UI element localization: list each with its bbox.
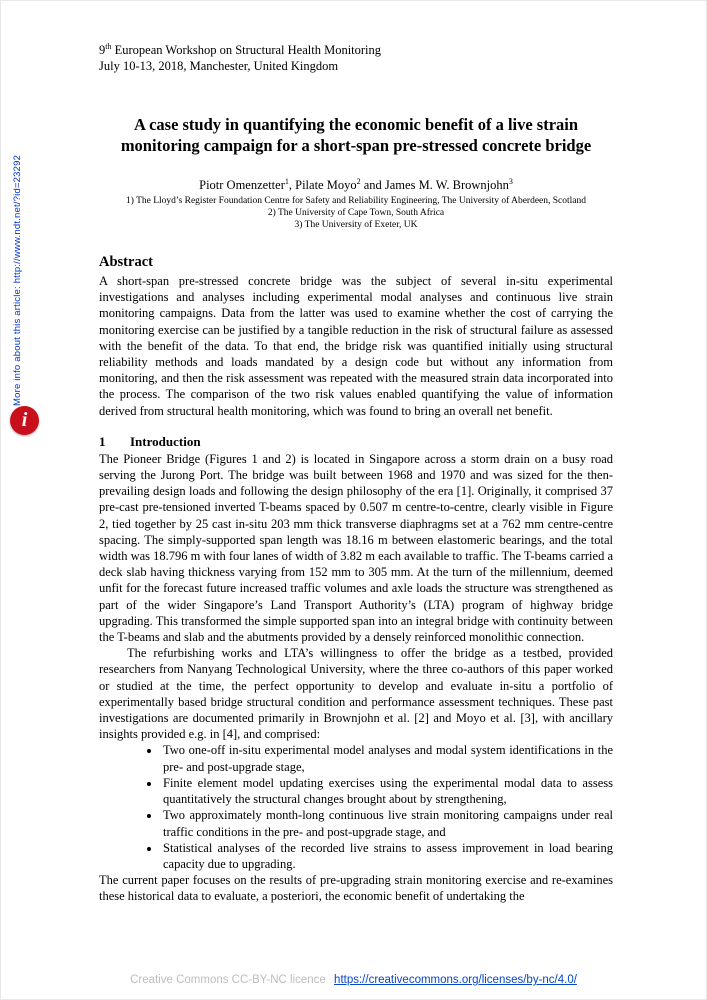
affiliations-block: [99, 195, 613, 231]
author-1-affiliation-sup: 1: [284, 176, 289, 186]
bullet-item: • Statistical analyses of the recorded live strains to assess improvement in load bearing capacity due to upgrading.: [161, 840, 613, 872]
license-label: Creative Commons CC-BY-NC licence: [130, 974, 326, 986]
paper-title: A case study in quantifying the economic benefit of a live strain monitoring campaign for a short-span pre-stressed concrete bridge: [120, 115, 592, 155]
author-1: Piotr Omenzetter: [199, 178, 285, 192]
sidebar-article-link[interactable]: More info about this article: http://www.ndt.net/?id=23292: [12, 154, 23, 406]
bullet-item: • Two one-off in-situ experimental model analyses and modal system identifications in the pre- and post-upgrade stage,: [161, 742, 613, 774]
intro-bullet-list: [99, 742, 613, 872]
abstract-text: A short-span pre-stressed concrete bridge was the subject of several in-situ experimental investigations and analyses including experimental modal analyses and continuous live strain monitoring campaigns. Data from the latter was used to examine whether the cost of carrying the monitoring exercise can be justified by a tangible reduction in the risk of structural failure as assessed with the benefit of the data. To that end, the bridge risk was quantified initially using structural reliability methods and loads mandated by a design code but without any information from monitoring, and then the risk assessment was repeated with the measured strain data incorporated into the process. The comparison of the two risk values enabled quantifying the value of information derived from structural health monitoring, which was found to bring an overall net benefit.: [99, 274, 613, 418]
abstract-heading: Abstract: [99, 254, 153, 270]
conference-date-line: July 10-13, 2018, Manchester, United Kingdom: [99, 59, 339, 73]
affiliation-3: 3) The University of Exeter, UK: [294, 220, 418, 230]
author-2-affiliation-sup: 2: [356, 176, 361, 186]
author-2: , Pilate Moyo: [288, 178, 357, 192]
ndt-info-icon[interactable]: i: [10, 406, 39, 435]
intro-paragraph-3: The current paper focuses on the results of pre-upgrading strain monitoring exercise and re-examines these historical data to evaluate, a posteriori, the economic benefit of undertaking the: [99, 873, 613, 904]
license-link[interactable]: https://creativecommons.org/licenses/by-nc/4.0/: [334, 974, 577, 986]
affiliation-1: 1) The Lloyd’s Register Foundation Centre for Safety and Reliability Engineering, The University of Aberdeen, Scotland: [125, 196, 587, 206]
authors-line: [99, 177, 613, 193]
bullet-item: • Finite element model updating exercises using the experimental modal data to assess quantitatively the structural changes brought about by strengthening,: [161, 775, 613, 807]
section-1-number: 1: [99, 433, 106, 449]
author-3-affiliation-sup: 3: [508, 176, 513, 186]
bullet-item: • Two approximately month-long continuous live strain monitoring campaigns under real traffic conditions in the pre- and post-upgrade stage, and: [161, 807, 613, 839]
paper-content: [99, 42, 613, 905]
footer-license: [0, 974, 707, 986]
intro-paragraph-1: The Pioneer Bridge (Figures 1 and 2) is located in Singapore across a storm drain on a busy road serving the Jurong Port. The bridge was built between 1968 and 1970 and was sized for the then-prevailing design loads and following the design philosophy of the era [1]. Originally, it comprised 37 pre-cast pre-tensioned inverted T-beams spaced by 0.507 m centre-to-centre, clearly visible in Figure 2, tied together by 25 cast in-situ 203 mm thick transverse diaphragms set at a 762 mm centre-centre spacing. The simply-supported span length was 18.16 m between elastomeric bearings, and the total width was 18.796 m with four lanes of width of 3.82 m each available to traffic. The T-beams carried a deck slab having thickness varying from 152 mm to 305 mm. At the turn of the millennium, deemed unfit for the forecast future increased traffic volumes and axle loads the structure was strengthened as part of the wider Singapore’s Land Transport Authority’s (LTA) program of highway bridge upgrading. This transformed the simple supported span into an integral bridge with continuity between the T-beams and slab and the abutments provided by a densely reinforced monolithic connection.: [99, 451, 613, 645]
workshop-name: European Workshop on Structural Health Monitoring: [111, 43, 382, 57]
workshop-number: 9: [99, 43, 106, 57]
section-1-label: Introduction: [130, 433, 201, 449]
author-3: and James M. W. Brownjohn: [360, 178, 509, 192]
conference-name-line: [99, 42, 613, 58]
section-1-heading: [99, 433, 613, 451]
intro-paragraph-2: The refurbishing works and LTA’s willingness to offer the bridge as a testbed, provided researchers from Nanyang Technological University, where the three co-authors of this paper worked or studied at the time, the perfect opportunity to develop and evaluate in-situ a portfolio of experimentally based bridge structural condition and performance assessment techniques. These past investigations are documented primarily in Brownjohn et al. [2] and Moyo et al. [3], with ancillary insights provided e.g. in [4], and comprised:: [99, 646, 613, 742]
workshop-number-ordinal-sup: th: [105, 41, 112, 51]
affiliation-2: 2) The University of Cape Town, South Africa: [267, 208, 445, 218]
